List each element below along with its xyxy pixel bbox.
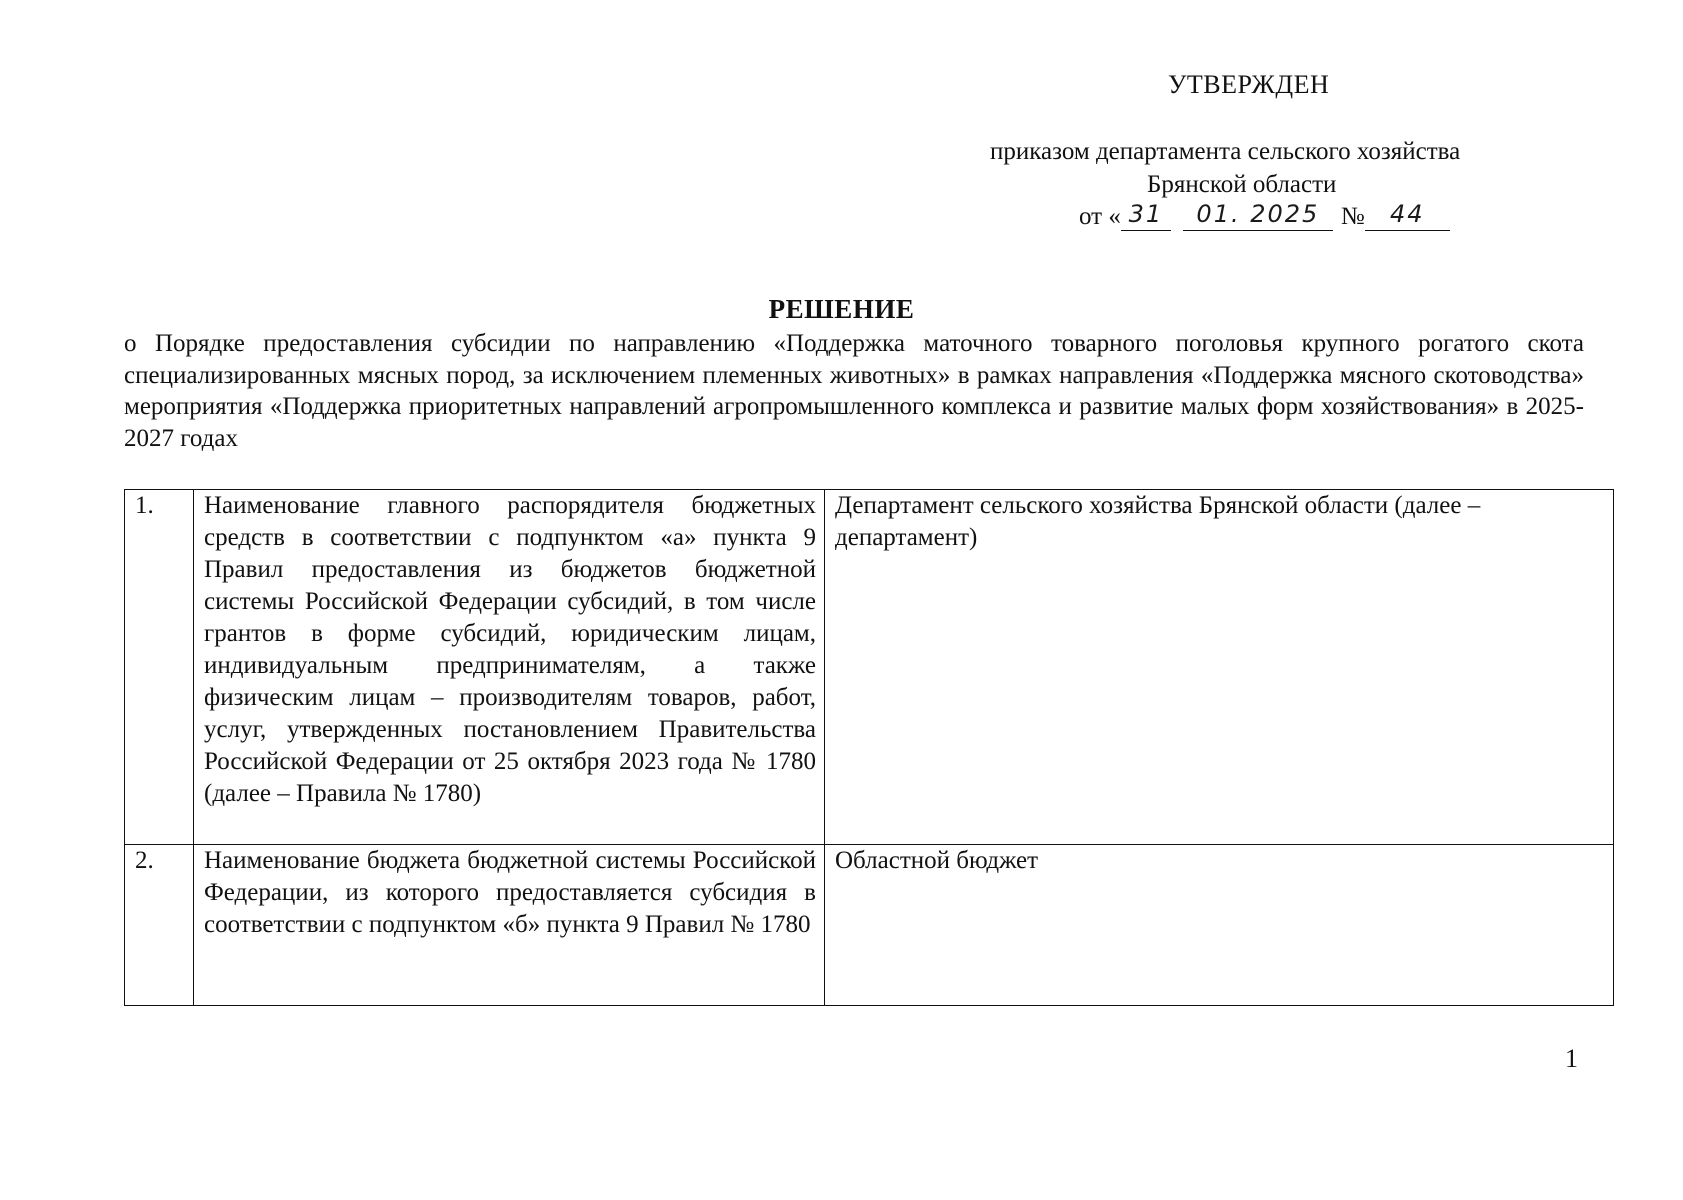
date-prefix: от « bbox=[1079, 203, 1121, 230]
decision-subtitle: о Порядке предоставления субсидии по направлению «Поддержка маточного товарного поголовья крупного рогатого скота специализированных мясных пород, за исключением племенных животных» в рамках направления «Поддержка мясного скотоводства» мероприятия «Поддержка приоритетных направлений агропромышленного комплекса и развитие малых форм хозяйствования» в 2025-2027 годах bbox=[124, 330, 1584, 452]
row-number: 2. bbox=[125, 845, 194, 1006]
row-number: 1. bbox=[125, 490, 194, 845]
number-blank: 44 bbox=[1365, 200, 1450, 231]
date-day-blank: 31 bbox=[1121, 200, 1171, 231]
order-date-line bbox=[1079, 200, 1450, 231]
order-line-region: Брянской области bbox=[1147, 171, 1337, 198]
approved-stamp: УТВЕРЖДЕН bbox=[1168, 70, 1330, 99]
table-row bbox=[125, 845, 1614, 1006]
row-label: Наименование бюджета бюджетной системы Российской Федерации, из которого предоставляется субсидия в соответствии с подпунктом «б» пункта 9 Правил № 1780 bbox=[194, 845, 825, 1006]
table-row bbox=[125, 490, 1614, 845]
page-number: 1 bbox=[1565, 1044, 1578, 1073]
date-month-year-blank: 01. 2025 bbox=[1183, 200, 1333, 231]
number-sign: № bbox=[1340, 203, 1365, 230]
row-value: Департамент сельского хозяйства Брянской области (далее – департамент) bbox=[825, 490, 1614, 845]
row-value: Областной бюджет bbox=[825, 845, 1614, 1006]
order-line-department: приказом департамента сельского хозяйства bbox=[990, 138, 1461, 165]
decision-table bbox=[124, 489, 1614, 1006]
decision-title: РЕШЕНИЕ bbox=[768, 294, 915, 324]
row-label: Наименование главного распорядителя бюджетных средств в соответствии с подпунктом «а» пункта 9 Правил предоставления из бюджетов бюджетной системы Российской Федерации субсидий, в том числе грантов в форме субсидий, юридическим лицам, индивидуальным предпринимателям, а также физическим лицам – производителям товаров, работ, услуг, утвержденных постановлением Правительства Российской Федерации от 25 октября 2023 года № 1780 (далее – Правила № 1780) bbox=[194, 490, 825, 845]
